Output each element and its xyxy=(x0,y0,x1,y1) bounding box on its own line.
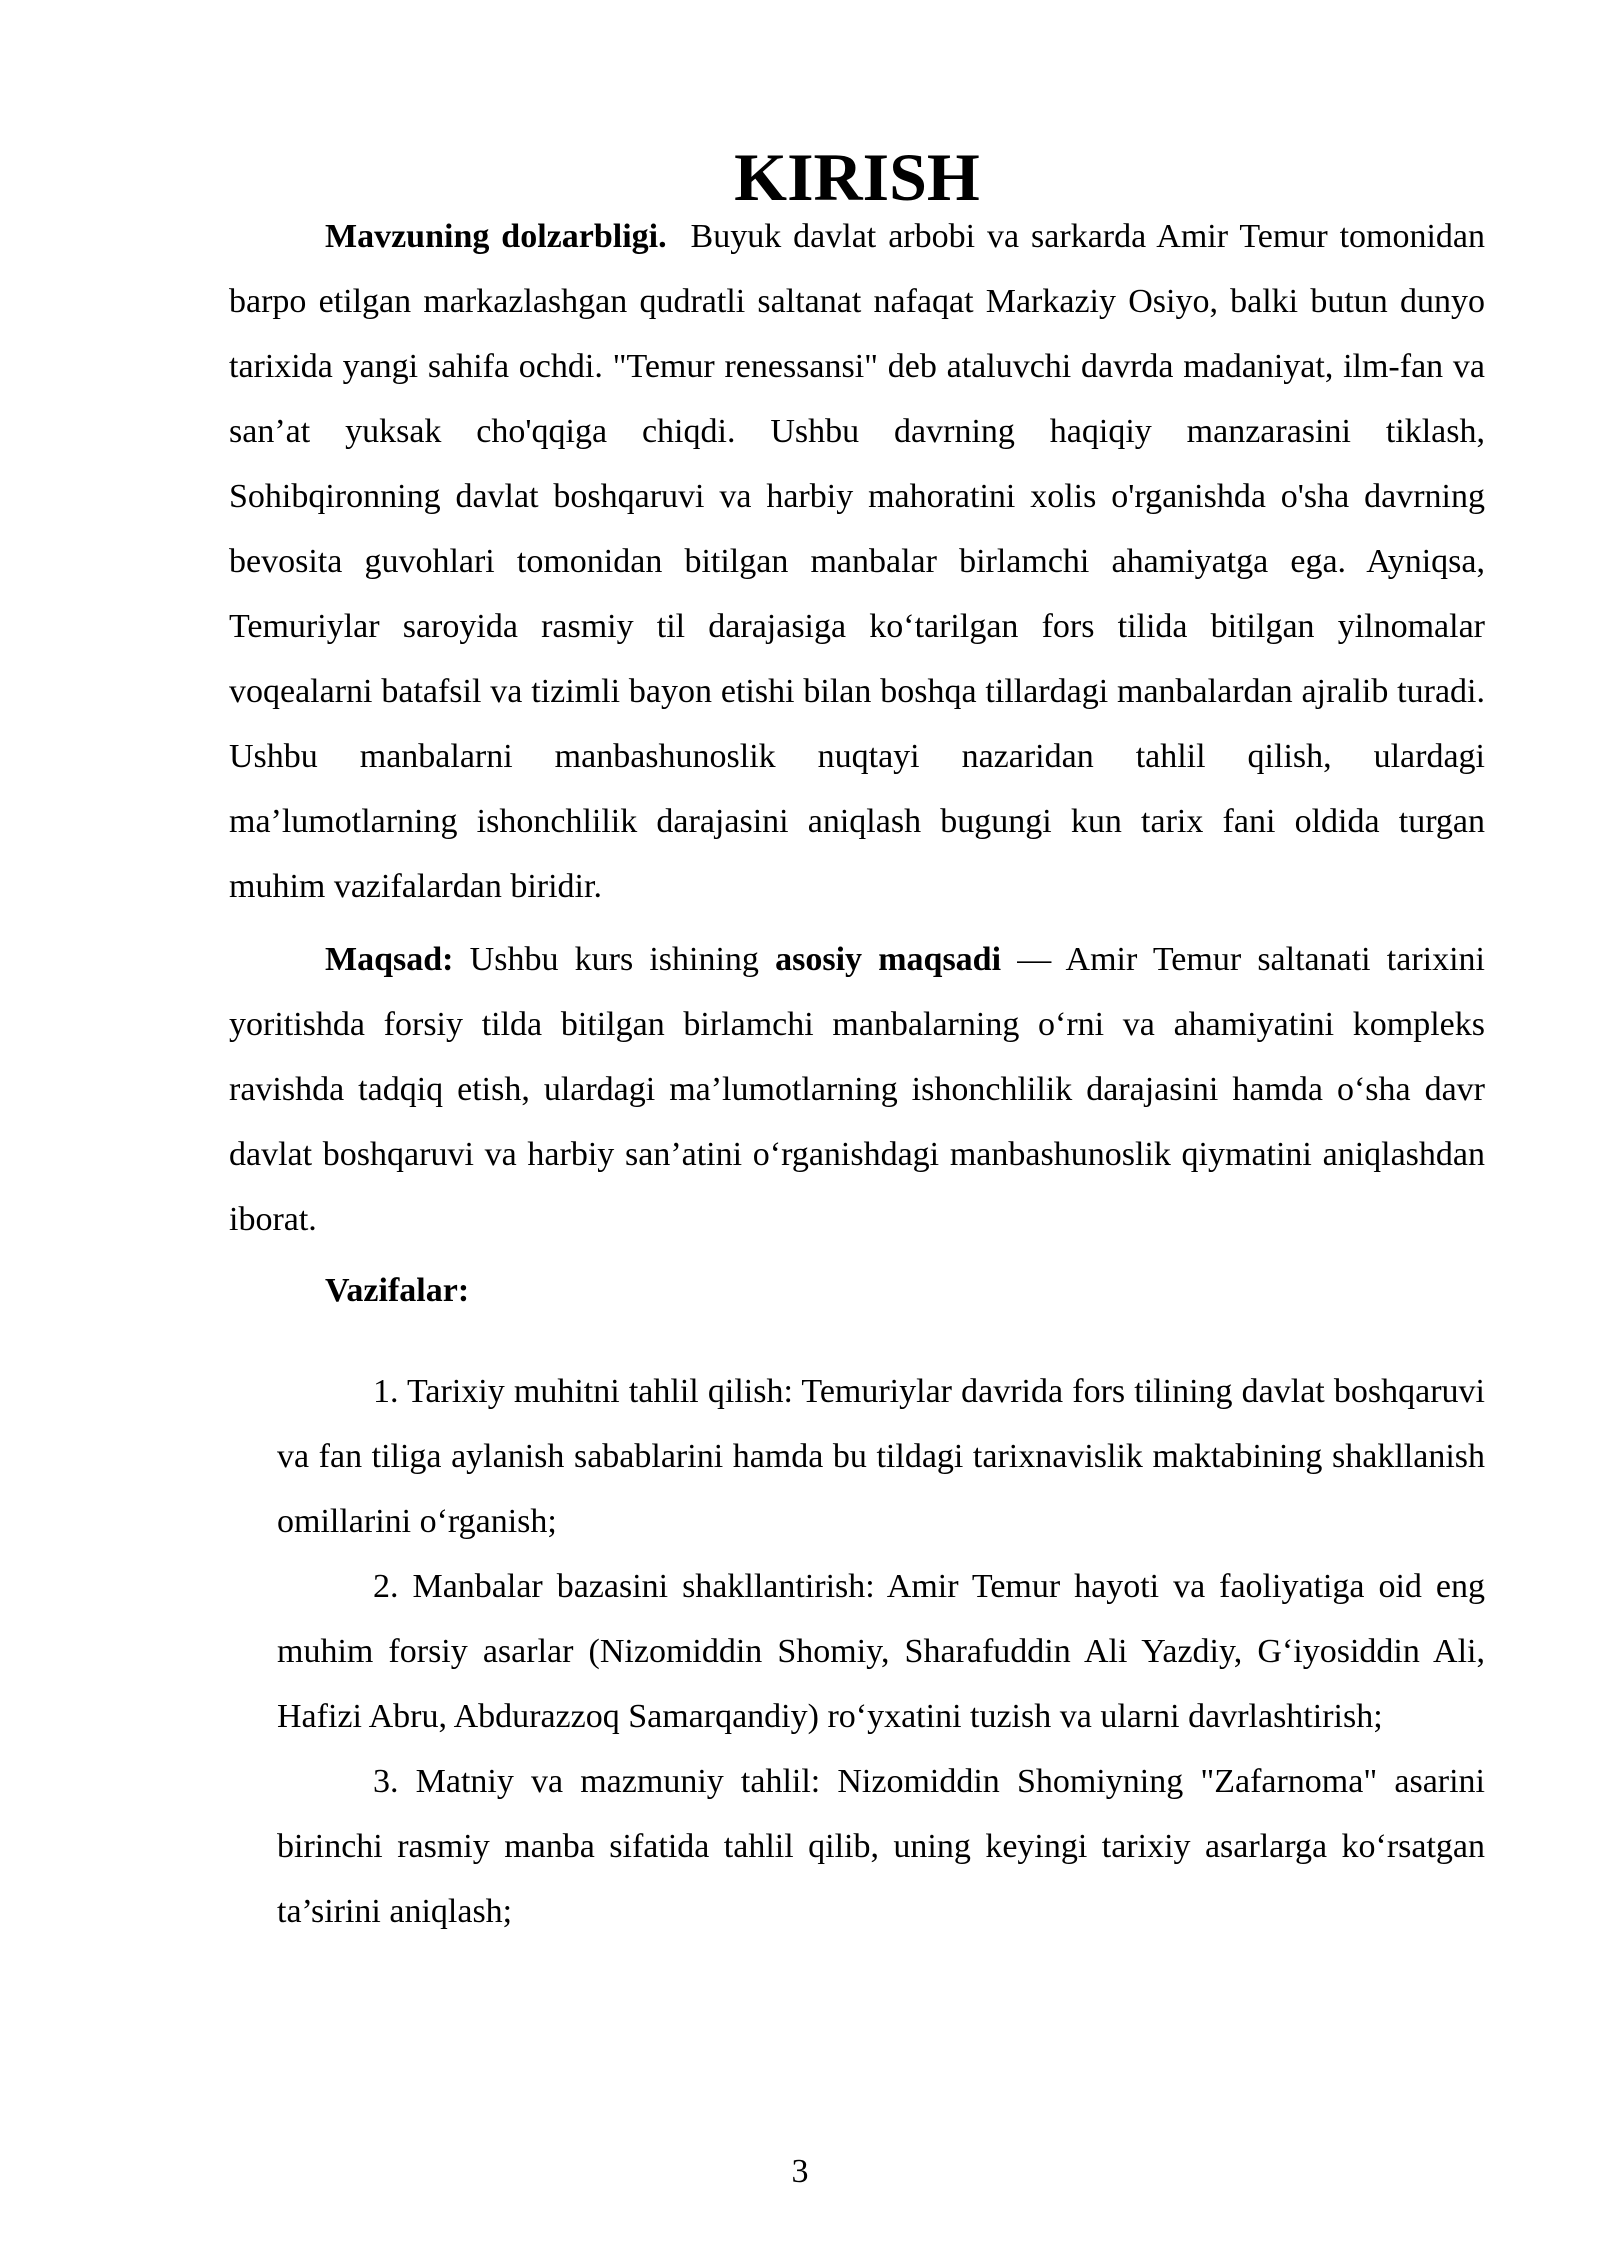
goal-emphasis: asosiy maqsadi xyxy=(775,941,1002,978)
tasks-heading: Vazifalar: xyxy=(325,1272,470,1309)
section-title: KIRISH xyxy=(734,139,980,215)
relevance-text: Buyuk davlat arbobi va sarkarda Amir Temur tomonidan barpo etilgan markazlashgan qudratli saltanat nafaqat Markaziy Osiyo, balki butun dunyo tarixida yangi sahifa ochdi. "Temur renessansi" deb ataluvchi davrda madaniyat, ilm-fan va san’at yuksak cho'qqiga chiqdi. Ushbu davrning haqiqiy manzarasini tiklash, Sohibqironning davlat boshqaruvi va harbiy mahoratini xolis o'rganishda o'sha davrning bevosita guvohlari tomonidan bitilgan manbalar birlamchi ahamiyatga ega. Ayniqsa, Temuriylar saroyida rasmiy til darajasiga ko‘tarilgan fors tilida bitilgan yilnomalar voqealarni batafsil va tizimli bayon etishi bilan boshqa tillardagi manbalardan ajralib turadi. Ushbu manbalarni manbashunoslik nuqtayi nazaridan tahlil qilish, ulardagi ma’lumotlarning ishonchlilik darajasini aniqlash bugungi kun tarix fani oldida turgan muhim vazifalardan biridir. xyxy=(229,218,1486,905)
goal-label: Maqsad: xyxy=(325,941,454,978)
goal-text-after: — Amir Temur saltanati tarixini yoritishda forsiy tilda bitilgan birlamchi manbalarning o‘rni va ahamiyatini kompleks ravishda tadqiq etish, ulardagi ma’lumotlarning ishonchlilik darajasini hamda o‘sha davr davlat boshqaruvi va harbiy san’atini o‘rganishdagi manbashunoslik qiymatini aniqlashdan iborat. xyxy=(229,941,1485,1238)
goal-paragraph xyxy=(229,927,1485,1252)
list-item: 2. Manbalar bazasini shakllantirish: Amir Temur hayoti va faoliyatiga oid eng muhim forsiy asarlar (Nizomiddin Shomiy, Sharafuddin Ali Yazdiy, G‘iyosiddin Ali, Hafizi Abru, Abdurazzoq Samarqandiy) ro‘yxatini tuzish va ularni davrlashtirish; xyxy=(277,1568,1485,1735)
tasks-list xyxy=(229,1359,1485,1944)
document-page xyxy=(229,139,1486,1944)
relevance-paragraph xyxy=(229,204,1485,919)
page-number: 3 xyxy=(791,2153,809,2190)
relevance-label: Mavzuning dolzarbligi. xyxy=(325,218,667,255)
list-item: 1. Tarixiy muhitni tahlil qilish: Temuriylar davrida fors tilining davlat boshqaruvi va fan tiliga aylanish sabablarini hamda bu tildagi tarixnavislik maktabining shakllanish omillarini o‘rganish; xyxy=(277,1373,1485,1540)
list-item: 3. Matniy va mazmuniy tahlil: Nizomiddin Shomiyning "Zafarnoma" asarini birinchi rasmiy manba sifatida tahlil qilib, uning keyingi tarixiy asarlarga ko‘rsatgan ta’sirini aniqlash; xyxy=(277,1763,1485,1930)
goal-text-before: Ushbu kurs ishining xyxy=(469,941,759,978)
